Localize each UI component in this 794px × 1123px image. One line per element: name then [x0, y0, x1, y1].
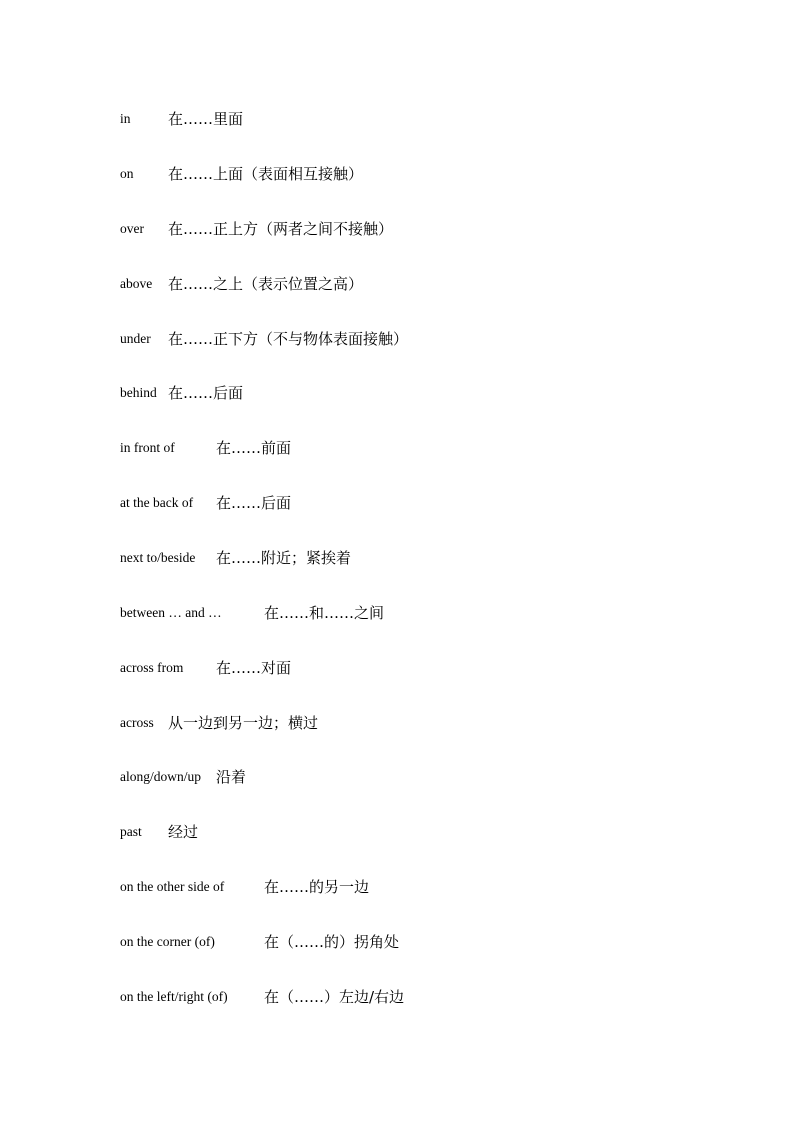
english-term: in front of — [120, 440, 175, 455]
english-term: next to/beside — [120, 550, 196, 565]
chinese-meaning: 在……之上（表示位置之高） — [168, 275, 364, 293]
english-term: on — [120, 166, 134, 181]
english-term: behind — [120, 385, 157, 400]
english-term: across from — [120, 660, 184, 675]
chinese-meaning: 在……上面（表面相互接触） — [168, 165, 364, 183]
english-term: on the left/right (of) — [120, 989, 228, 1004]
chinese-meaning: 在……附近；紧挨着 — [216, 549, 352, 567]
english-term: over — [120, 221, 144, 236]
chinese-meaning: 在……里面 — [168, 110, 244, 128]
english-term: along/down/up — [120, 769, 201, 784]
english-term: under — [120, 331, 151, 346]
chinese-meaning: 在……正下方（不与物体表面接触） — [168, 330, 409, 348]
english-term: on the other side of — [120, 879, 225, 894]
english-term: across — [120, 715, 154, 730]
chinese-meaning: 在……正上方（两者之间不接触） — [168, 220, 394, 238]
chinese-meaning: 在（……）左边/右边 — [264, 988, 405, 1006]
chinese-meaning: 在……的另一边 — [264, 878, 370, 896]
english-term: at the back of — [120, 495, 194, 510]
chinese-meaning: 从一边到另一边；横过 — [168, 714, 319, 732]
chinese-meaning: 在（……的）拐角处 — [264, 933, 400, 951]
english-term: on the corner (of) — [120, 934, 215, 949]
chinese-meaning: 在……后面 — [216, 494, 292, 512]
chinese-meaning: 经过 — [168, 823, 199, 841]
english-term: past — [120, 824, 142, 839]
chinese-meaning: 沿着 — [216, 768, 247, 786]
chinese-meaning: 在……后面 — [168, 384, 244, 402]
chinese-meaning: 在……前面 — [216, 439, 292, 457]
chinese-meaning: 在……对面 — [216, 659, 292, 677]
english-term: above — [120, 276, 153, 291]
english-term: between … and … — [120, 605, 222, 620]
english-term: in — [120, 111, 131, 126]
chinese-meaning: 在……和……之间 — [264, 604, 385, 622]
